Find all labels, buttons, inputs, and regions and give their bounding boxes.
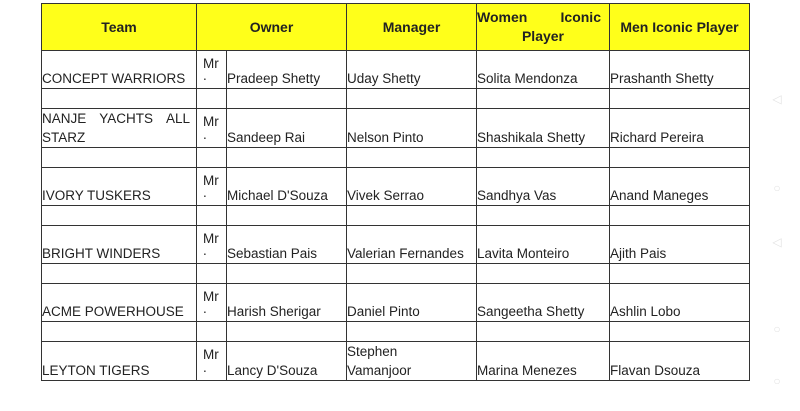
owner-cell: Michael D'Souza xyxy=(227,168,347,206)
spacer-row xyxy=(42,148,750,168)
team-word: NANJE xyxy=(42,111,87,126)
men-iconic-cell: Prashanth Shetty xyxy=(610,51,750,89)
header-women-word: Women xyxy=(477,9,528,25)
manager-line-1: Stephen xyxy=(347,344,398,359)
owner-cell: Pradeep Shetty xyxy=(227,51,347,89)
title-mr: Mr xyxy=(203,56,219,71)
table-row xyxy=(42,51,750,89)
spacer-row xyxy=(42,322,750,342)
owner-cell: Harish Sherigar xyxy=(227,284,347,322)
table-body xyxy=(42,51,750,381)
teams-table xyxy=(41,3,750,381)
team-word: ALL xyxy=(165,111,190,126)
manager-line-2: Vamanjoor xyxy=(347,363,412,378)
home-circle-icon: ○ xyxy=(773,322,781,336)
owner-cell: Lancy D'Souza xyxy=(227,342,347,381)
manager-cell: Valerian Fernandes xyxy=(347,226,477,264)
title-dot: . xyxy=(203,127,207,142)
team-cell: LEYTON TIGERS xyxy=(42,342,197,381)
team-cell: IVORY TUSKERS xyxy=(42,168,197,206)
manager-cell xyxy=(347,342,477,381)
men-iconic-cell: Ajith Pais xyxy=(610,226,750,264)
team-cell: CONCEPT WARRIORS xyxy=(42,51,197,89)
table-row xyxy=(42,342,750,381)
header-men-iconic: Men Iconic Player xyxy=(610,4,750,51)
team-line-1 xyxy=(42,109,196,128)
men-iconic-cell: Richard Pereira xyxy=(610,109,750,148)
header-manager: Manager xyxy=(347,4,477,51)
men-iconic-cell: Ashlin Lobo xyxy=(610,284,750,322)
title-dot: . xyxy=(203,243,207,258)
back-triangle-icon: ◁ xyxy=(772,92,782,106)
spacer-row xyxy=(42,206,750,226)
owner-cell: Sandeep Rai xyxy=(227,109,347,148)
manager-cell: Uday Shetty xyxy=(347,51,477,89)
women-iconic-cell: Solita Mendonza xyxy=(477,51,610,89)
women-iconic-cell: Shashikala Shetty xyxy=(477,109,610,148)
table-row xyxy=(42,284,750,322)
back-triangle-icon: ◁ xyxy=(772,235,782,249)
title-cell xyxy=(197,284,227,322)
spacer-row xyxy=(42,89,750,109)
header-iconic-word: Iconic xyxy=(560,9,601,25)
owner-cell: Sebastian Pais xyxy=(227,226,347,264)
women-iconic-cell: Lavita Monteiro xyxy=(477,226,610,264)
manager-cell: Daniel Pinto xyxy=(347,284,477,322)
manager-cell: Nelson Pinto xyxy=(347,109,477,148)
team-cell xyxy=(42,109,197,148)
title-cell xyxy=(197,168,227,206)
header-player-word: Player xyxy=(521,28,565,44)
title-mr: Mr xyxy=(203,347,219,362)
title-dot: . xyxy=(203,301,207,316)
header-owner: Owner xyxy=(197,4,347,51)
team-word: YACHTS xyxy=(99,111,153,126)
team-cell: BRIGHT WINDERS xyxy=(42,226,197,264)
title-mr: Mr xyxy=(203,173,219,188)
men-iconic-cell: Anand Maneges xyxy=(610,168,750,206)
title-mr: Mr xyxy=(203,289,219,304)
title-cell xyxy=(197,51,227,89)
header-row xyxy=(42,4,750,51)
men-iconic-cell: Flavan Dsouza xyxy=(610,342,750,381)
title-dot: . xyxy=(203,68,207,83)
table-row xyxy=(42,168,750,206)
women-iconic-cell: Marina Menezes xyxy=(477,342,610,381)
title-cell xyxy=(197,109,227,148)
table-row xyxy=(42,109,750,148)
home-circle-icon: ○ xyxy=(773,181,781,195)
title-mr: Mr xyxy=(203,114,219,129)
spacer-row xyxy=(42,264,750,284)
header-team: Team xyxy=(42,4,197,51)
table-row xyxy=(42,226,750,264)
manager-cell: Vivek Serrao xyxy=(347,168,477,206)
home-circle-icon: ○ xyxy=(773,374,781,388)
women-iconic-cell: Sangeetha Shetty xyxy=(477,284,610,322)
title-dot: . xyxy=(203,360,207,375)
header-women-iconic xyxy=(477,4,610,51)
title-cell xyxy=(197,342,227,381)
title-mr: Mr xyxy=(203,231,219,246)
title-cell xyxy=(197,226,227,264)
title-dot: . xyxy=(203,185,207,200)
team-line-2: STARZ xyxy=(42,130,86,145)
team-cell: ACME POWERHOUSE xyxy=(42,284,197,322)
women-iconic-cell: Sandhya Vas xyxy=(477,168,610,206)
